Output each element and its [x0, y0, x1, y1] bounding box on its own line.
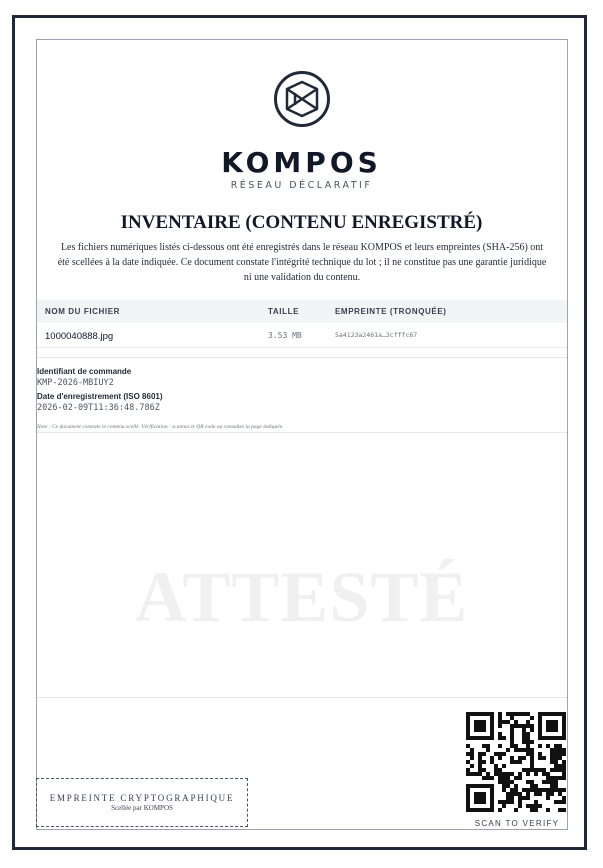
- divider: [37, 357, 567, 358]
- date-value: 2026-02-09T11:36:48.786Z: [37, 403, 160, 413]
- file-name: 1000040888.jpg: [45, 331, 114, 342]
- seal-stamp: [36, 778, 248, 827]
- file-size: 3.53 MB: [268, 331, 302, 340]
- header-size: TAILLE: [268, 307, 300, 316]
- kompos-logo-icon: [273, 70, 331, 128]
- stamp-title: EMPREINTE CRYPTOGRAPHIQUE: [49, 793, 235, 803]
- header-hash: EMPREINTE (TRONQUÉE): [335, 307, 447, 316]
- brand-subtitle: RÉSEAU DÉCLARATIF: [230, 180, 373, 191]
- stamp-subtitle: Scellée par KOMPOS: [111, 804, 173, 812]
- brand-name: KOMPOS: [221, 146, 382, 179]
- watermark: ATTESTÉ: [134, 557, 469, 637]
- table-row: [37, 323, 567, 348]
- divider: [37, 432, 567, 433]
- header-file-name: NOM DU FICHIER: [45, 307, 121, 316]
- file-table: [37, 300, 567, 348]
- file-hash: 5a4123a2461a…3cfffc67: [335, 331, 418, 339]
- order-id-label: Identifiant de commande: [37, 367, 132, 376]
- table-header: [37, 300, 567, 323]
- scan-label: SCAN TO VERIFY: [474, 819, 560, 828]
- order-id-value: KMP-2026-MBIUY2: [37, 378, 114, 388]
- date-label: Date d'enregistrement (ISO 8601): [37, 392, 163, 401]
- qr-code-icon[interactable]: [466, 712, 566, 812]
- verification-note: Note : Ce document constate le contenu scellé. Vérification : scannez le QR code ou consultez la page indiquée.: [37, 424, 284, 430]
- document-intro: Les fichiers numériques listés ci-dessous ont été enregistrés dans le réseau KOMPOS et leurs empreintes (SHA-256) ont été scellées à la date indiquée. Ce document constate l'intégrité technique du lot ; il ne constitue pas une garantie juridique ni une validation du contenu.: [57, 242, 547, 283]
- document-title: INVENTAIRE (CONTENU ENREGISTRÉ): [120, 212, 483, 233]
- divider: [37, 697, 567, 698]
